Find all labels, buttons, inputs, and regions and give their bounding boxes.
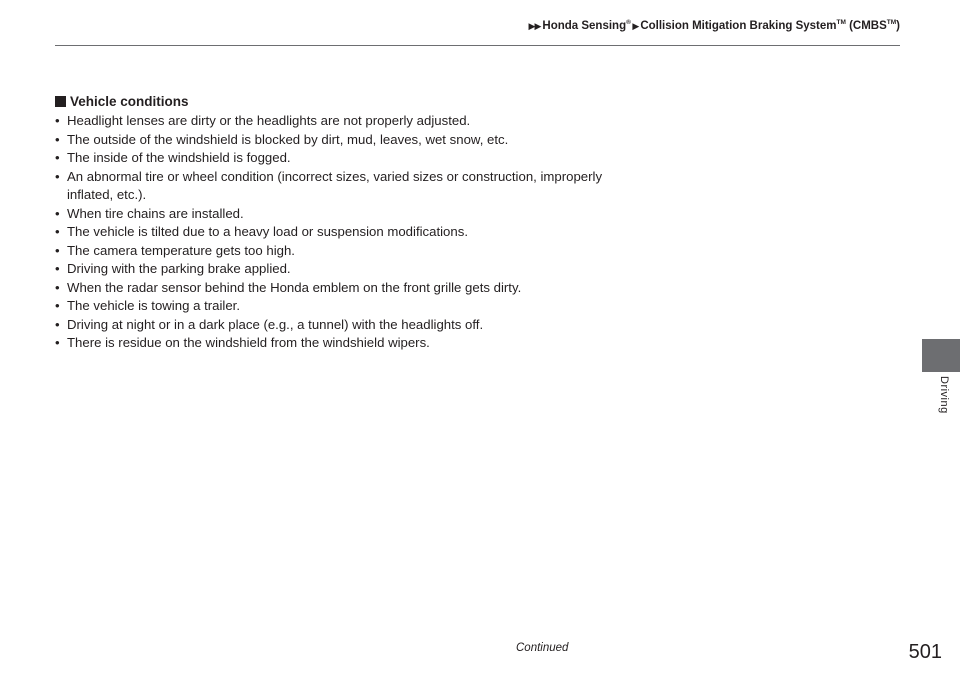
list-item: • Driving at night or in a dark place (e.g., a tunnel) with the headlights off. — [55, 316, 615, 335]
condition-list — [55, 112, 615, 353]
list-item: • Headlight lenses are dirty or the headlights are not properly adjusted. — [55, 112, 615, 131]
list-item: • The vehicle is towing a trailer. — [55, 297, 615, 316]
section-title: Vehicle conditions — [70, 94, 189, 109]
breadcrumb-item-cmbs[interactable]: Collision Mitigation Braking System — [640, 19, 837, 32]
chapter-label: Driving — [938, 376, 950, 414]
header-divider — [55, 45, 900, 46]
list-item: • There is residue on the windshield from the windshield wipers. — [55, 334, 615, 353]
list-item: • Driving with the parking brake applied. — [55, 260, 615, 279]
breadcrumb-arrow-icon: ▶ — [630, 20, 639, 31]
continued-note: Continued — [516, 642, 569, 654]
list-item: • The outside of the windshield is blocked by dirt, mud, leaves, wet snow, etc. — [55, 131, 615, 150]
trademark-mark: TM — [836, 19, 846, 26]
vehicle-conditions-section — [55, 93, 615, 353]
list-item: • When tire chains are installed. — [55, 205, 615, 224]
list-item: • The inside of the windshield is fogged. — [55, 149, 615, 168]
list-item: • The vehicle is tilted due to a heavy load or suspension modifications. — [55, 223, 615, 242]
list-item: • An abnormal tire or wheel condition (incorrect sizes, varied sizes or construction, improperly inflated, etc.). — [55, 168, 615, 205]
breadcrumb-abbrev-close: ) — [896, 19, 900, 32]
chapter-tab[interactable] — [922, 339, 960, 372]
trademark-mark: TM — [886, 19, 897, 26]
page-number: 501 — [908, 641, 942, 663]
list-item: • When the radar sensor behind the Honda emblem on the front grille gets dirty. — [55, 279, 615, 298]
breadcrumb-abbrev-open: (CMBS — [845, 19, 887, 32]
breadcrumb — [529, 19, 900, 32]
list-item: • The camera temperature gets too high. — [55, 242, 615, 261]
registered-mark: ® — [626, 19, 631, 26]
breadcrumb-item-honda-sensing[interactable]: Honda Sensing — [542, 19, 627, 32]
section-heading — [55, 93, 615, 110]
breadcrumb-arrow-icon: ▶▶ — [528, 20, 541, 31]
square-bullet-icon — [55, 96, 66, 107]
